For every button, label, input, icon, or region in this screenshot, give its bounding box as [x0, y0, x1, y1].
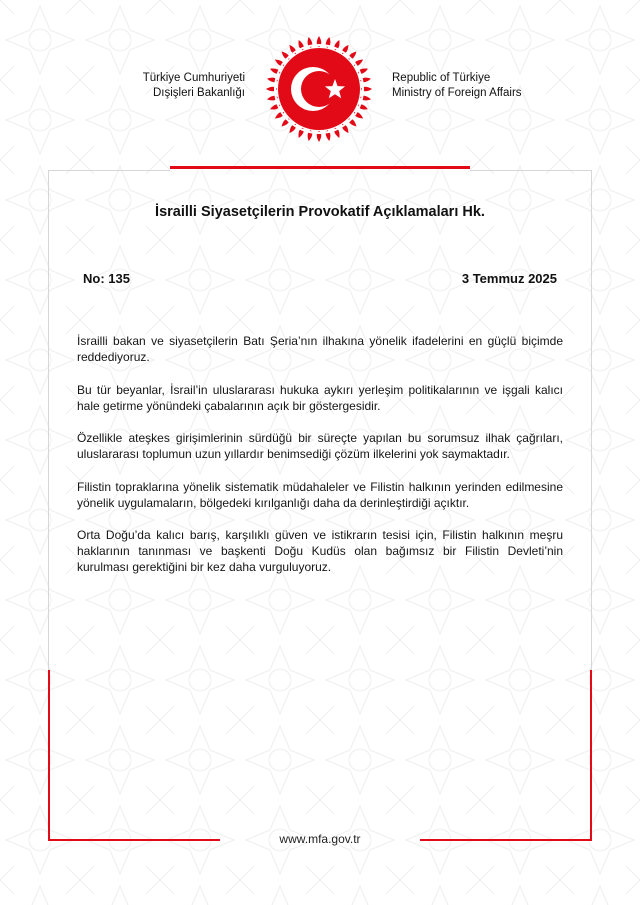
paragraph: Özellikle ateşkes girişimlerinin sürdüğü bir süreçte yapılan bu sorumsuz ilhak çağrıları, uluslararası toplumun uzun yıllardır benimsediği çözüm ilkelerini yok saymaktadır. [77, 431, 563, 461]
frame-right-grey-line [591, 170, 592, 670]
document-body [77, 333, 563, 592]
ministry-name-turkish [143, 71, 245, 100]
ministry-name-english [392, 71, 522, 100]
header-left-line1: Türkiye Cumhuriyeti [142, 72, 245, 84]
ministry-seal-icon [263, 33, 375, 145]
paragraph: İsrailli bakan ve siyasetçilerin Batı Şeria’nın ilhakına yönelik ifadelerini en güçlü biçimde reddediyoruz. [77, 334, 563, 364]
paragraph: Filistin topraklarına yönelik sistematik müdahaleler ve Filistin halkının yerinden edilmesine yönelik uygulamaların, bölgedeki kırılganlığı daha da derinleştirdiği açıktır. [77, 479, 563, 510]
document-number: No: 135 [83, 271, 130, 286]
frame-left-red-line [48, 670, 50, 841]
top-red-bar [170, 166, 470, 169]
frame-left-grey-line [48, 170, 49, 670]
paragraph: Bu tür beyanlar, İsrail’in uluslararası hukuka aykırı yerleşim politikalarının ve işgali kalıcı hale getirme yönündeki çabalarının açık bir göstergesidir. [77, 382, 563, 413]
paragraph: Orta Doğu’da kalıcı barış, karşılıklı güven ve istikrarın tesisi için, Filistin halkının meşru haklarının tanınması ve başkenti Doğu Kudüs olan bağımsız bir Filistin Devleti’nin kurulması gerektiğini bir kez daha vurguluyoruz. [77, 528, 563, 574]
footer-website-link[interactable]: www.mfa.gov.tr [279, 832, 361, 846]
frame-top-left-line [48, 170, 170, 171]
header-left-line2: Dışişleri Bakanlığı [152, 86, 245, 99]
document-title: İsrailli Siyasetçilerin Provokatif Açıklamaları Hk. [155, 204, 485, 220]
header-right-line1: Republic of Türkiye [392, 72, 491, 84]
document-date: 3 Temmuz 2025 [461, 271, 557, 286]
header-right-line2: Ministry of Foreign Affairs [392, 86, 522, 99]
frame-right-red-line [590, 670, 592, 841]
frame-top-right-line [470, 170, 592, 171]
